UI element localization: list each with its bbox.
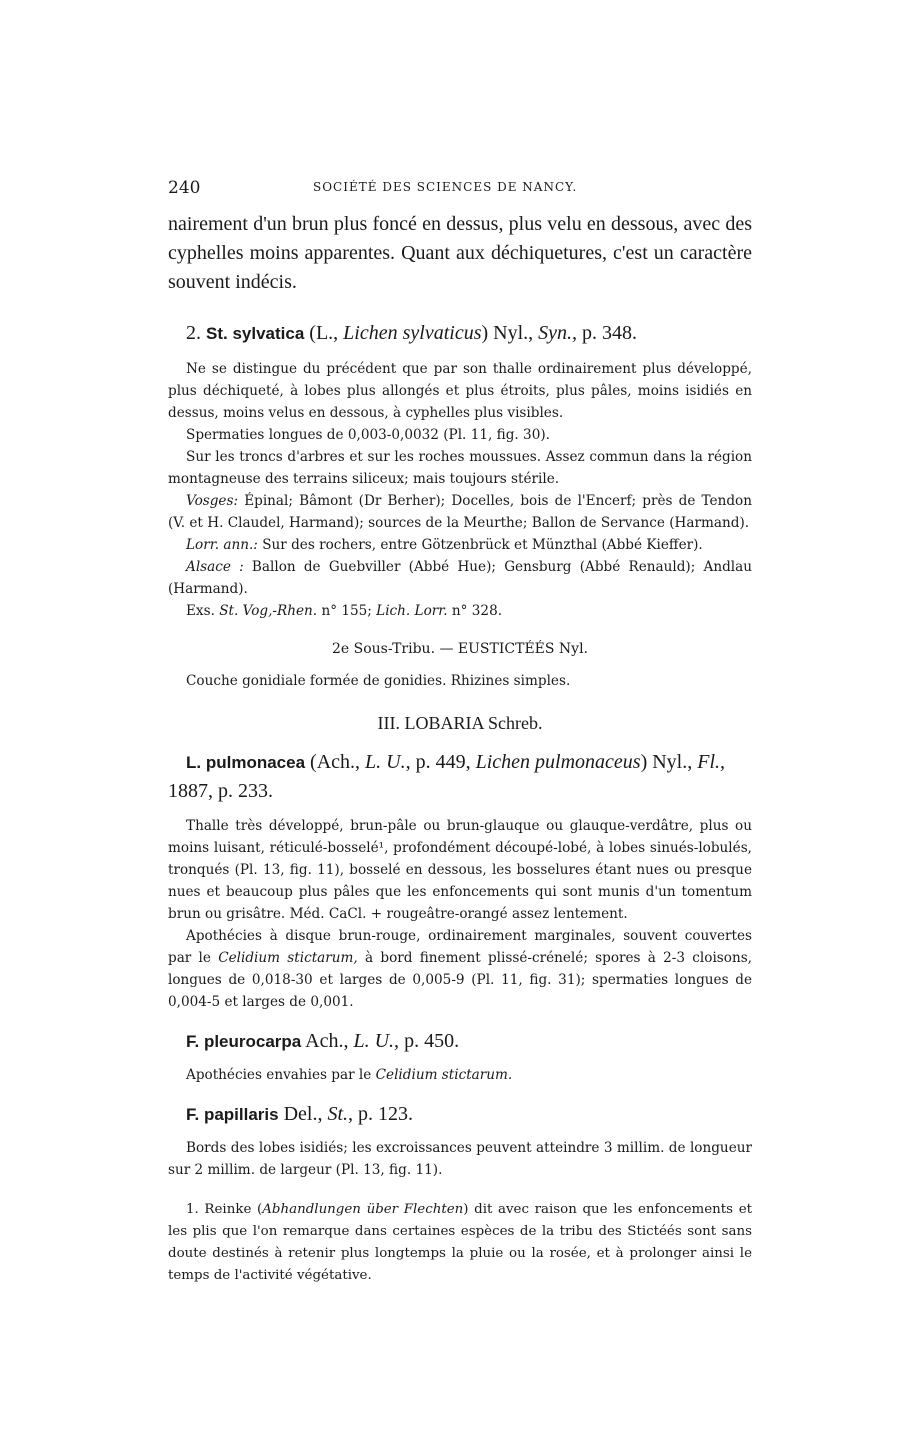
pulmonacea-apothecia: Apothécies à disque brun-rouge, ordinairement marginales, souvent couvertes par le Celidium stictarum, à bord finement plissé-crénelé; spores à 2-3 cloisons, longues de 0,018-30 et larges de 0,005-9 (Pl. 11, fig. 31); spermaties longues de 0,004-5 et larges de 0,001. [168, 928, 753, 1010]
species-heading-sylvatica: 2. St. sylvatica (L., Lichen sylvaticus) Nyl., Syn., p. 348. [186, 322, 638, 344]
sylvatica-alsace: Alsace : Ballon de Guebviller (Abbé Hue); Gensburg (Abbé Renauld); Andlau (Harmand). [168, 559, 752, 597]
footnote: 1. Reinke (Abhandlungen über Flechten) dit avec raison que les enfoncements et les plis que l'on remarque dans certaines espèces de la tribu des Stictéés sont sans doute destinés à retenir plus longtemps la pluie ou la rosée, et à prolonger ainsi le temps de l'activité végétative. [168, 1202, 752, 1283]
papillaris-description: Bords des lobes isidiés; les excroissances peuvent atteindre 3 millim. de longueur sur 2 millim. de largeur (Pl. 13, fig. 11). [168, 1140, 752, 1178]
pleurocarpa-description: Apothécies envahies par le Celidium stictarum. [186, 1067, 513, 1083]
form-heading-papillaris: F. papillaris Del., St., p. 123. [186, 1103, 414, 1125]
intro-paragraph: nairement d'un brun plus foncé en dessus, plus velu en dessous, avec des cyphelles moins apparentes. Quant aux déchiquetures, c'est un caractère souvent indécis. [168, 213, 752, 293]
species-heading-pulmonacea: L. pulmonacea (Ach., L. U., p. 449, Lichen pulmonaceus) Nyl., Fl., 1887, p. 233. [168, 751, 726, 802]
page-content [168, 172, 752, 1287]
sylvatica-description: Ne se distingue du précédent que par son thalle ordinairement plus développé, plus déchiqueté, à lobes plus allongés et plus étroits, plus pâles, moins isidiés en dessus, moins velus en dessous, à cyphelles plus visibles. [168, 361, 752, 421]
sylvatica-exsiccata: Exs. St. Vog,-Rhen. n° 155; Lich. Lorr. n° 328. [186, 603, 503, 619]
pulmonacea-description: Thalle très développé, brun-pâle ou brun-glauque ou glauque-verdâtre, plus ou moins luisant, réticulé-bosselé¹, profondément découpé-lobé, à lobes sinués-lobulés, tronqués (Pl. 13, fig. 11), bosselé en dessous, les bosselures étant nues ou presque nues et beaucoup plus pâles que les enfoncements qui sont munis d'un tomentum brun ou grisâtre. Méd. CaCl. + rougeâtre-orangé assez lentement. [168, 818, 752, 922]
sylvatica-lorraine: Lorr. ann.: Sur des rochers, entre Götzenbrück et Münzthal (Abbé Kieffer). [186, 537, 703, 553]
subtribe-title: 2e Sous-Tribu. — EUSTICTÉÉS Nyl. [331, 641, 589, 657]
genus-title: III. LOBARIA Schreb. [377, 713, 543, 733]
running-header [168, 172, 752, 202]
form-heading-pleurocarpa: F. pleurocarpa Ach., L. U., p. 450. [186, 1030, 460, 1052]
sylvatica-spermaties: Spermaties longues de 0,003-0,0032 (Pl. 11, fig. 30). [186, 427, 550, 443]
sylvatica-habitat: Sur les troncs d'arbres et sur les roches moussues. Assez commun dans la région montagneuse des terrains siliceux; mais toujours stérile. [168, 449, 752, 487]
subtribe-description: Couche gonidiale formée de gonidies. Rhizines simples. [186, 673, 571, 689]
page-number: 240 [168, 178, 201, 198]
sylvatica-vosges: Vosges: Épinal; Bâmont (Dr Berher); Docelles, bois de l'Encerf; près de Tendon (V. et H. Claudel, Harmand); sources de la Meurthe; Ballon de Servance (Harmand). [168, 493, 752, 531]
running-title: SOCIÉTÉ DES SCIENCES DE NANCY. [313, 180, 578, 194]
